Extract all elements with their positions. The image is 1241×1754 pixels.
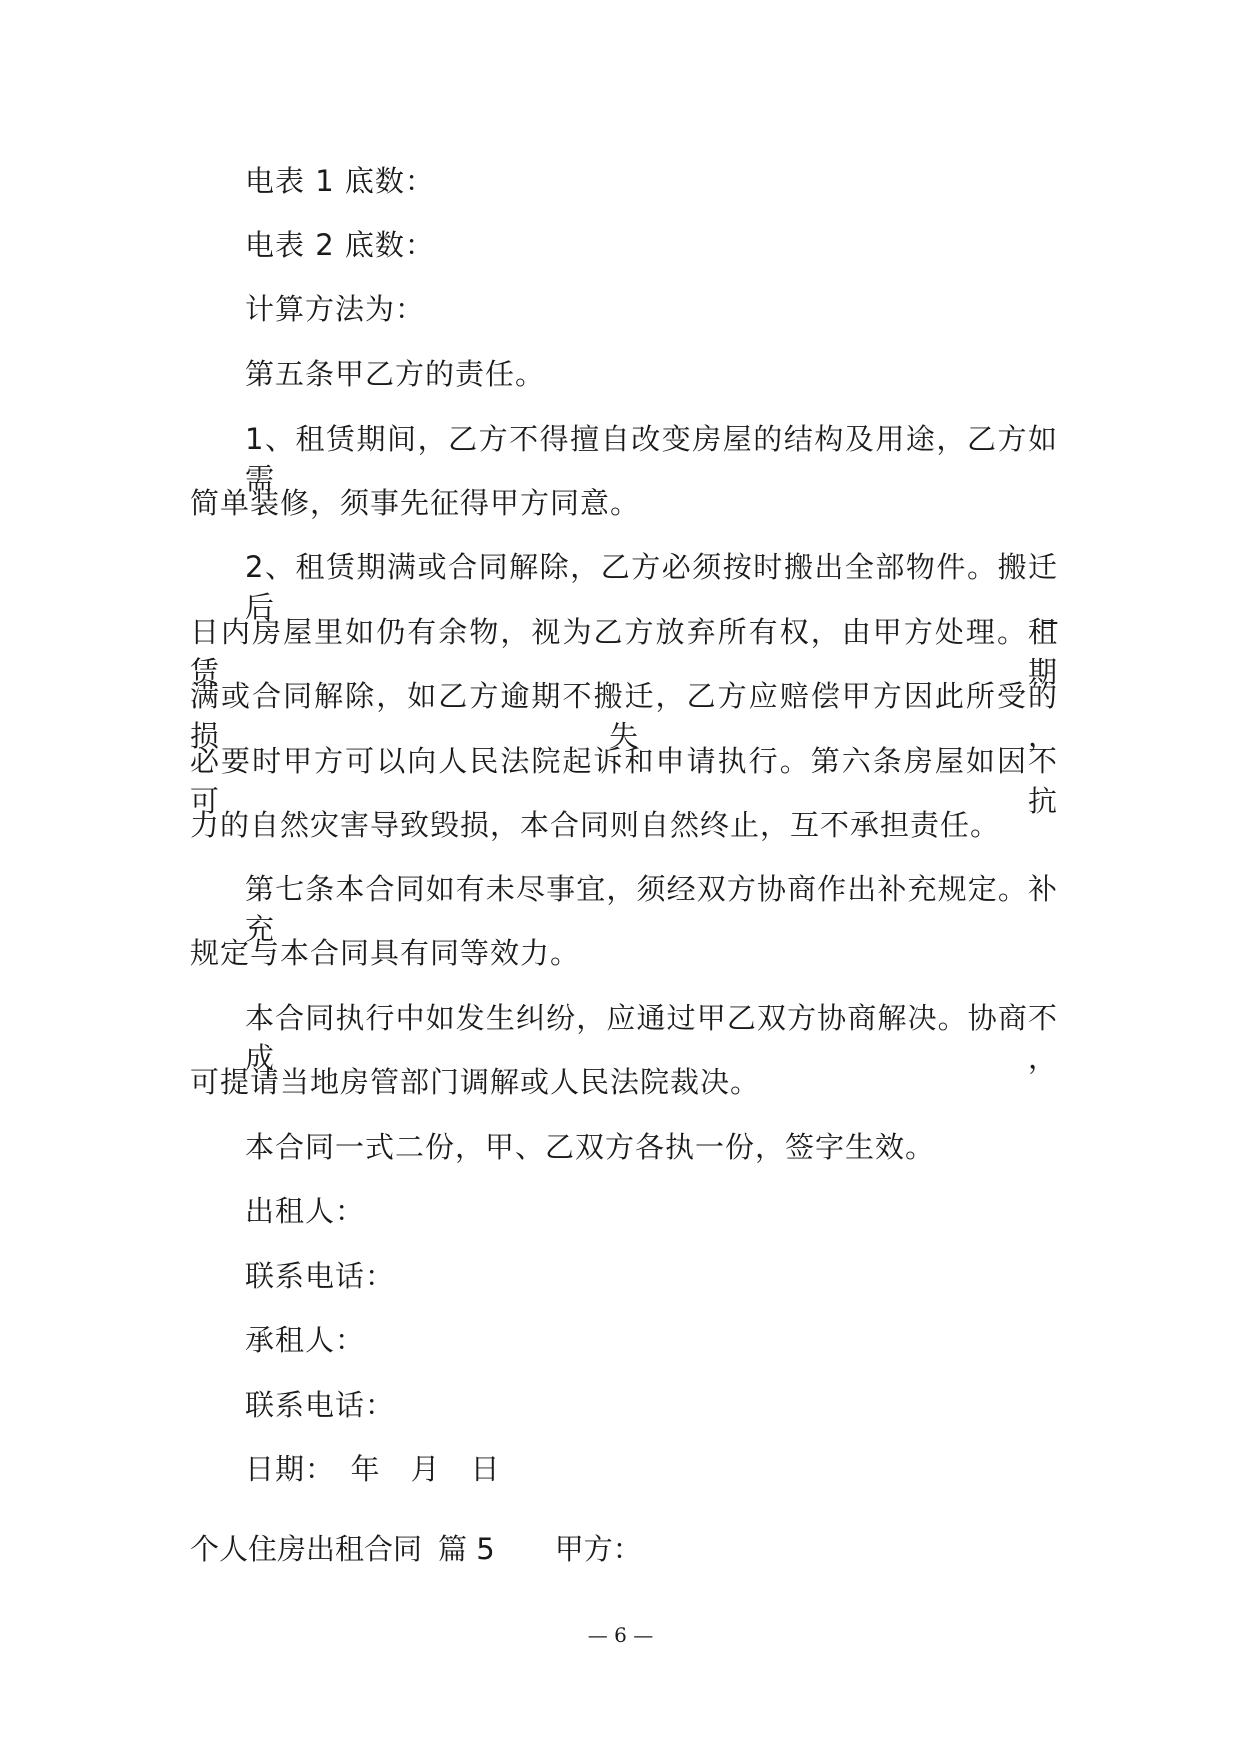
date-label: 日期： 年 月 日 — [245, 1452, 501, 1486]
lessee-phone-label: 联系电话： — [245, 1388, 396, 1422]
clause-1-line-1: 1、租赁期间，乙方不得擅自改变房屋的结构及用途，乙方如需 — [245, 422, 1058, 496]
clause-1-line-2: 简单装修，须事先征得甲方同意。 — [190, 486, 641, 520]
lessor-phone-label: 联系电话： — [245, 1259, 396, 1293]
next-contract-title: 个人住房出租合同 — [190, 1532, 423, 1566]
dispute-line-2: 可提请当地房管部门调解或人民法院裁决。 — [190, 1065, 761, 1099]
article-5-heading: 第五条甲乙方的责任。 — [245, 357, 546, 391]
next-contract-heading — [190, 1529, 642, 1569]
copies-clause: 本合同一式二份，甲、乙双方各执一份，签字生效。 — [245, 1130, 936, 1164]
meter-1-reading: 电表 1 底数： — [245, 164, 435, 198]
article-7-line-2: 规定与本合同具有同等效力。 — [190, 936, 581, 970]
clause-2-line-4: 必要时甲方可以向人民法院起诉和申请执行。第六条房屋如因不可抗 — [190, 744, 1058, 818]
meter-2-reading: 电表 2 底数： — [245, 228, 435, 262]
next-contract-section: 篇 5 — [438, 1532, 495, 1566]
next-contract-party-a: 甲方： — [554, 1532, 642, 1566]
lessee-label: 承租人： — [245, 1323, 366, 1357]
clause-2-line-5: 力的自然灾害导致毁损，本合同则自然终止，互不承担责任。 — [190, 808, 1001, 842]
lessor-label: 出租人： — [245, 1194, 366, 1228]
page-number: — 6 — — [587, 1623, 654, 1647]
clause-2-line-3: 满或合同解除，如乙方逾期不搬迁，乙方应赔偿甲方因此所受的损失， — [190, 679, 1058, 753]
clause-2-line-1: 2、租赁期满或合同解除，乙方必须按时搬出全部物件。搬迁后_ — [245, 550, 1058, 624]
article-7-line-1: 第七条本合同如有未尽事宜，须经双方协商作出补充规定。补充 — [245, 872, 1058, 946]
clause-2-line-2: 日内房屋里如仍有余物，视为乙方放弃所有权，由甲方处理。租赁期 — [190, 615, 1058, 689]
dispute-line-1: 本合同执行中如发生纠纷，应通过甲乙双方协商解决。协商不成， — [245, 1001, 1058, 1075]
calculation-method: 计算方法为： — [245, 292, 426, 326]
